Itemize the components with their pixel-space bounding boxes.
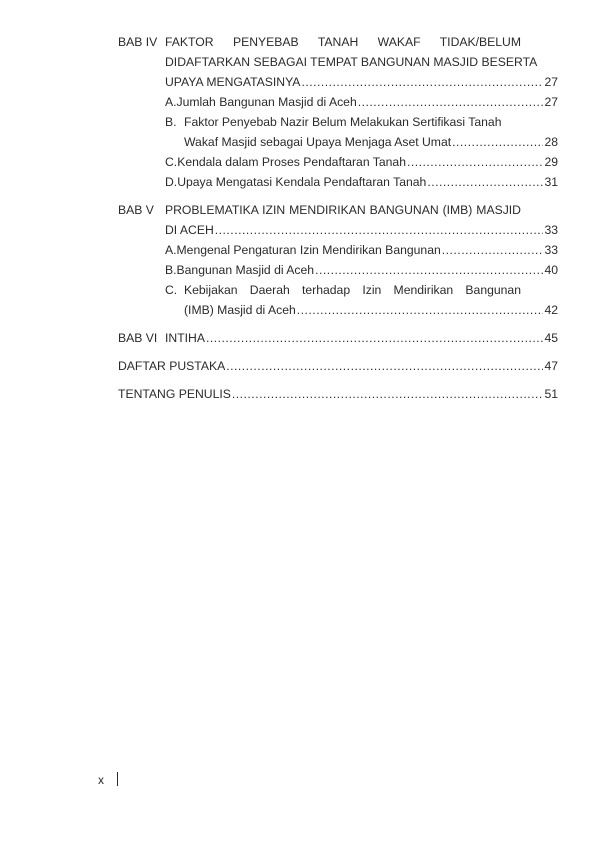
item-text-line1: Kebijakan Daerah terhadap Izin Mendirikan Bangunan	[184, 283, 521, 297]
toc-entry-bab5[interactable]	[165, 222, 558, 238]
item-text: Mengenal Pengaturan Izin Mendirikan Bangunan	[176, 243, 441, 257]
page-number: 47	[544, 359, 558, 373]
item-text: Bangunan Masjid di Aceh	[176, 263, 315, 277]
bab6-label: BAB VI	[118, 331, 158, 345]
daftar-pustaka-title: DAFTAR PUSTAKA	[118, 359, 226, 373]
dot-leader	[358, 94, 544, 110]
toc-entry-daftar-pustaka[interactable]	[118, 358, 558, 374]
item-text-line2: Wakaf Masjid sebagai Upaya Menjaga Aset Umat	[184, 135, 452, 149]
item-letter: B.	[165, 115, 177, 129]
page-number: 31	[544, 175, 558, 189]
bab5-label: BAB V	[118, 203, 154, 217]
bab6-title: INTIHA	[165, 331, 205, 345]
bab5-title-line1: PROBLEMATIKA IZIN MENDIRIKAN BANGUNAN (IMB) MASJID	[165, 203, 521, 217]
item-text-line1: Faktor Penyebab Nazir Belum Melakukan Sertifikasi Tanah	[184, 115, 502, 129]
dot-leader	[215, 222, 544, 238]
page-folio: x	[98, 773, 104, 787]
item-text: Upaya Mengatasi Kendala Pendaftaran Tanah	[177, 175, 427, 189]
page-number: 51	[544, 387, 558, 401]
item-letter: D.	[165, 175, 178, 189]
dot-leader	[226, 358, 543, 374]
toc-entry-bab4-d[interactable]	[165, 174, 558, 190]
dot-leader	[206, 330, 543, 346]
page-number: 27	[544, 95, 558, 109]
folio-divider	[117, 772, 118, 786]
bab4-title-line1: FAKTOR PENYEBAB TANAH WAKAF TIDAK/BELUM	[165, 35, 521, 49]
toc-entry-bab5-a[interactable]	[165, 242, 558, 258]
page-number: 28	[544, 135, 558, 149]
dot-leader	[232, 386, 544, 402]
toc-entry-bab5-b[interactable]	[165, 262, 558, 278]
bab4-title-line2: DIDAFTARKAN SEBAGAI TEMPAT BANGUNAN MASJID BESERTA	[165, 55, 538, 69]
toc-entry-tentang-penulis[interactable]	[118, 386, 558, 402]
bab4-label: BAB IV	[118, 35, 158, 49]
dot-leader	[452, 134, 543, 150]
bab5-title-line2: DI ACEH	[165, 223, 214, 237]
item-text: Jumlah Bangunan Masjid di Aceh	[176, 95, 357, 109]
item-letter: B.	[165, 263, 177, 277]
tentang-penulis-title: TENTANG PENULIS	[118, 387, 231, 401]
item-letter: A.	[165, 95, 177, 109]
page-number: 27	[544, 75, 558, 89]
dot-leader	[297, 302, 544, 318]
dot-leader	[407, 154, 543, 170]
toc-entry-bab4[interactable]	[165, 74, 558, 90]
page-number: 40	[544, 263, 558, 277]
item-letter: C.	[165, 283, 178, 297]
item-text: Kendala dalam Proses Pendaftaran Tanah	[177, 155, 406, 169]
item-text-line2: (IMB) Masjid di Aceh	[184, 303, 296, 317]
dot-leader	[301, 74, 543, 90]
dot-leader	[427, 174, 543, 190]
dot-leader	[315, 262, 543, 278]
page-number: 33	[544, 223, 558, 237]
page-number: 33	[544, 243, 558, 257]
page-number: 29	[544, 155, 558, 169]
page-number: 42	[544, 303, 558, 317]
dot-leader	[442, 242, 544, 258]
toc-entry-bab4-a[interactable]	[165, 94, 558, 110]
item-letter: A.	[165, 243, 177, 257]
toc-entry-bab4-c[interactable]	[165, 154, 558, 170]
toc-entry-bab5-c[interactable]	[184, 302, 558, 318]
bab4-title-line3: UPAYA MENGATASINYA	[165, 75, 301, 89]
item-letter: C.	[165, 155, 178, 169]
toc-entry-bab4-b[interactable]	[184, 134, 558, 150]
page-number: 45	[544, 331, 558, 345]
toc-entry-bab6[interactable]	[165, 330, 558, 346]
